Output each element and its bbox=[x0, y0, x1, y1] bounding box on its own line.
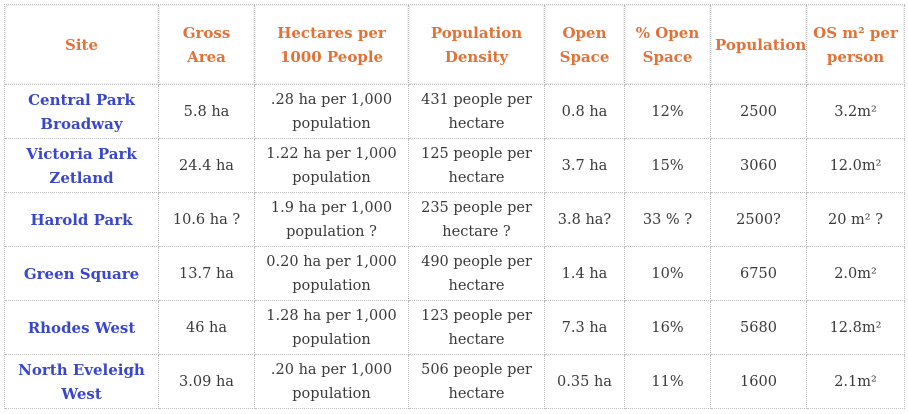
gross-area-cell: 10.6 ha ? bbox=[159, 193, 255, 247]
population-cell: 6750 bbox=[711, 247, 807, 301]
table-row bbox=[5, 301, 905, 355]
header-hectares-per-1000: Hectares per 1000 People bbox=[255, 5, 409, 85]
site-cell: Green Square bbox=[5, 247, 159, 301]
gross-area-cell: 24.4 ha bbox=[159, 139, 255, 193]
open-space-cell: 0.8 ha bbox=[545, 85, 625, 139]
gross-area-cell: 5.8 ha bbox=[159, 85, 255, 139]
site-cell: North Eveleigh West bbox=[5, 355, 159, 409]
header-population-density: Population Density bbox=[409, 5, 545, 85]
open-space-cell: 1.4 ha bbox=[545, 247, 625, 301]
os-per-person-cell: 12.8m² bbox=[807, 301, 905, 355]
header-site: Site bbox=[5, 5, 159, 85]
header-row bbox=[5, 5, 905, 85]
population-cell: 2500 bbox=[711, 85, 807, 139]
header-open-space: Open Space bbox=[545, 5, 625, 85]
table-row bbox=[5, 85, 905, 139]
open-space-cell: 3.7 ha bbox=[545, 139, 625, 193]
os-per-person-cell: 20 m² ? bbox=[807, 193, 905, 247]
header-percent-open-space: % Open Space bbox=[625, 5, 711, 85]
site-cell: Victoria Park Zetland bbox=[5, 139, 159, 193]
table-row bbox=[5, 247, 905, 301]
gross-area-cell: 46 ha bbox=[159, 301, 255, 355]
percent-open-space-cell: 16% bbox=[625, 301, 711, 355]
population-density-cell: 490 people per hectare bbox=[409, 247, 545, 301]
percent-open-space-cell: 33 % ? bbox=[625, 193, 711, 247]
hectares-per-1000-cell: .28 ha per 1,000 population bbox=[255, 85, 409, 139]
site-cell: Harold Park bbox=[5, 193, 159, 247]
header-population: Population bbox=[711, 5, 807, 85]
open-space-cell: 3.8 ha? bbox=[545, 193, 625, 247]
population-density-cell: 125 people per hectare bbox=[409, 139, 545, 193]
os-per-person-cell: 12.0m² bbox=[807, 139, 905, 193]
percent-open-space-cell: 10% bbox=[625, 247, 711, 301]
site-cell: Central Park Broadway bbox=[5, 85, 159, 139]
table-row bbox=[5, 139, 905, 193]
hectares-per-1000-cell: 1.28 ha per 1,000 population bbox=[255, 301, 409, 355]
header-os-per-person: OS m² per person bbox=[807, 5, 905, 85]
hectares-per-1000-cell: 1.9 ha per 1,000 population ? bbox=[255, 193, 409, 247]
population-density-cell: 431 people per hectare bbox=[409, 85, 545, 139]
os-per-person-cell: 2.1m² bbox=[807, 355, 905, 409]
table-row bbox=[5, 355, 905, 409]
population-cell: 3060 bbox=[711, 139, 807, 193]
gross-area-cell: 3.09 ha bbox=[159, 355, 255, 409]
population-cell: 1600 bbox=[711, 355, 807, 409]
os-per-person-cell: 2.0m² bbox=[807, 247, 905, 301]
site-cell: Rhodes West bbox=[5, 301, 159, 355]
hectares-per-1000-cell: 1.22 ha per 1,000 population bbox=[255, 139, 409, 193]
gross-area-cell: 13.7 ha bbox=[159, 247, 255, 301]
population-cell: 5680 bbox=[711, 301, 807, 355]
hectares-per-1000-cell: 0.20 ha per 1,000 population bbox=[255, 247, 409, 301]
header-gross-area: Gross Area bbox=[159, 5, 255, 85]
table-row bbox=[5, 193, 905, 247]
percent-open-space-cell: 15% bbox=[625, 139, 711, 193]
population-cell: 2500? bbox=[711, 193, 807, 247]
population-density-cell: 506 people per hectare bbox=[409, 355, 545, 409]
population-density-cell: 235 people per hectare ? bbox=[409, 193, 545, 247]
hectares-per-1000-cell: .20 ha per 1,000 population bbox=[255, 355, 409, 409]
percent-open-space-cell: 11% bbox=[625, 355, 711, 409]
open-space-table bbox=[4, 4, 905, 409]
os-per-person-cell: 3.2m² bbox=[807, 85, 905, 139]
population-density-cell: 123 people per hectare bbox=[409, 301, 545, 355]
open-space-cell: 7.3 ha bbox=[545, 301, 625, 355]
open-space-cell: 0.35 ha bbox=[545, 355, 625, 409]
percent-open-space-cell: 12% bbox=[625, 85, 711, 139]
